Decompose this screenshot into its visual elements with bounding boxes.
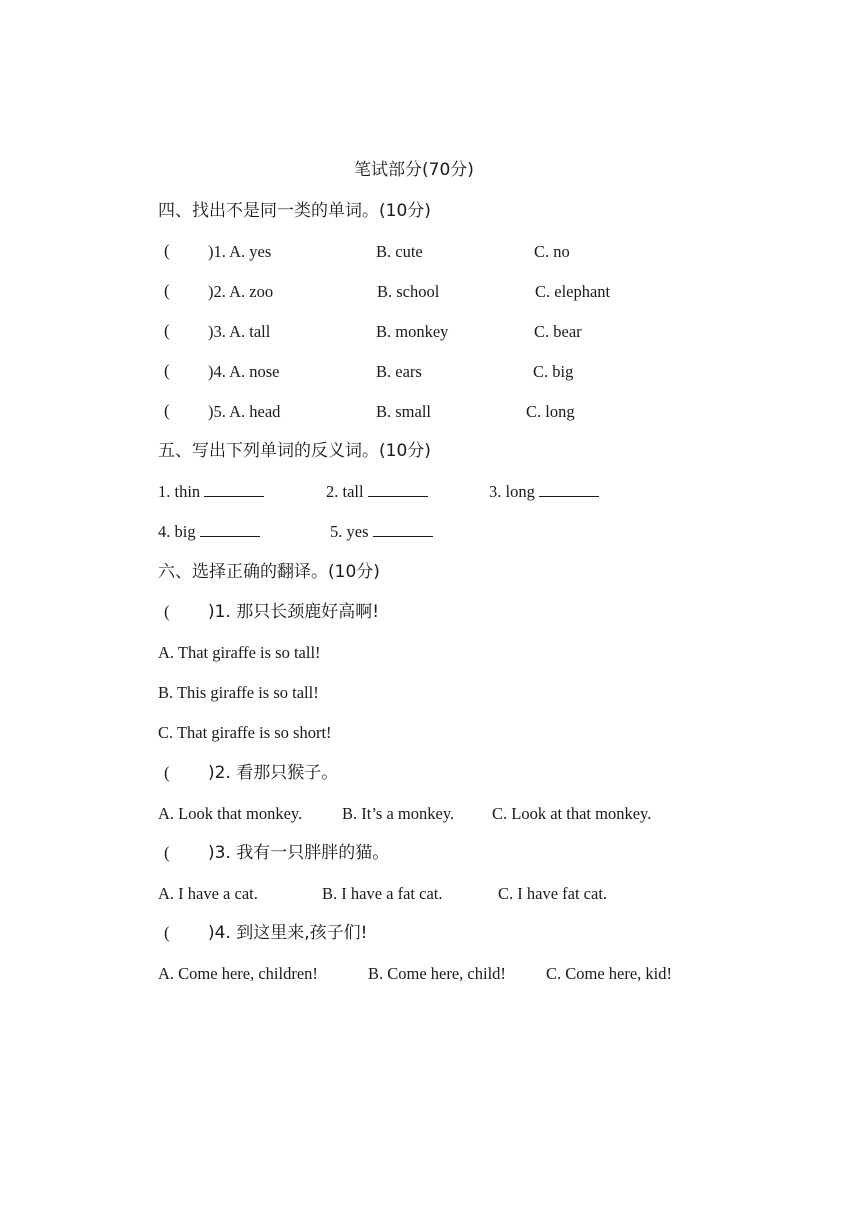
antonym-word: 5. yes — [330, 522, 369, 541]
option-a: )3. A. tall — [208, 322, 271, 341]
antonym-word: 1. thin — [158, 482, 201, 501]
answer-paren[interactable]: ( — [164, 241, 170, 260]
option-c: C. long — [526, 402, 575, 421]
antonym-item-1 — [158, 482, 264, 502]
option-b: B. small — [376, 402, 432, 421]
question-1-option-c: C. That giraffe is so short! — [158, 723, 332, 742]
question-1-stem: )1. 那只长颈鹿好高啊! — [208, 602, 380, 622]
answer-blank[interactable] — [204, 482, 264, 497]
antonym-item-3 — [489, 482, 599, 502]
answer-paren[interactable]: ( — [164, 763, 170, 782]
option-a: )4. A. nose — [208, 362, 280, 381]
question-3-option-a: A. I have a cat. — [158, 884, 258, 903]
section-6-heading: 六、选择正确的翻译。(10分) — [158, 562, 380, 582]
answer-paren[interactable]: ( — [164, 923, 170, 942]
question-3-stem: )3. 我有一只胖胖的猫。 — [208, 843, 390, 863]
option-b: B. school — [377, 282, 440, 301]
answer-paren[interactable]: ( — [164, 361, 170, 380]
answer-blank[interactable] — [368, 482, 428, 497]
answer-paren[interactable]: ( — [164, 281, 170, 300]
question-1-option-a: A. That giraffe is so tall! — [158, 643, 321, 662]
antonym-word: 2. tall — [326, 482, 364, 501]
option-a: )5. A. head — [208, 402, 281, 421]
answer-paren[interactable]: ( — [164, 401, 170, 420]
antonym-word: 3. long — [489, 482, 535, 501]
answer-paren[interactable]: ( — [164, 843, 170, 862]
option-c: C. no — [534, 242, 570, 261]
antonym-item-4 — [158, 522, 260, 542]
answer-paren[interactable]: ( — [164, 602, 170, 621]
option-b: B. cute — [376, 242, 423, 261]
page-title: 笔试部分(70分) — [354, 160, 474, 180]
question-3-option-b: B. I have a fat cat. — [322, 884, 443, 903]
question-4-stem: )4. 到这里来,孩子们! — [208, 923, 368, 943]
answer-blank[interactable] — [539, 482, 599, 497]
question-3-option-c: C. I have fat cat. — [498, 884, 608, 903]
option-c: C. big — [533, 362, 574, 381]
option-a: )2. A. zoo — [208, 282, 274, 301]
option-c: C. elephant — [535, 282, 611, 301]
question-2-option-c: C. Look at that monkey. — [492, 804, 652, 823]
antonym-item-2 — [326, 482, 428, 502]
option-c: C. bear — [534, 322, 582, 341]
option-b: B. monkey — [376, 322, 449, 341]
question-4-option-c: C. Come here, kid! — [546, 964, 673, 983]
section-5-heading: 五、写出下列单词的反义词。(10分) — [158, 441, 431, 461]
option-b: B. ears — [376, 362, 422, 381]
question-2-option-b: B. It’s a monkey. — [342, 804, 455, 823]
answer-blank[interactable] — [373, 522, 433, 537]
section-4-heading: 四、找出不是同一类的单词。(10分) — [158, 201, 431, 221]
answer-blank[interactable] — [200, 522, 260, 537]
antonym-word: 4. big — [158, 522, 196, 541]
question-2-stem: )2. 看那只猴子。 — [208, 763, 339, 783]
question-1-option-b: B. This giraffe is so tall! — [158, 683, 319, 702]
option-a: )1. A. yes — [208, 242, 272, 261]
antonym-item-5 — [330, 522, 433, 542]
question-4-option-a: A. Come here, children! — [158, 964, 318, 983]
question-2-option-a: A. Look that monkey. — [158, 804, 303, 823]
answer-paren[interactable]: ( — [164, 321, 170, 340]
question-4-option-b: B. Come here, child! — [368, 964, 506, 983]
